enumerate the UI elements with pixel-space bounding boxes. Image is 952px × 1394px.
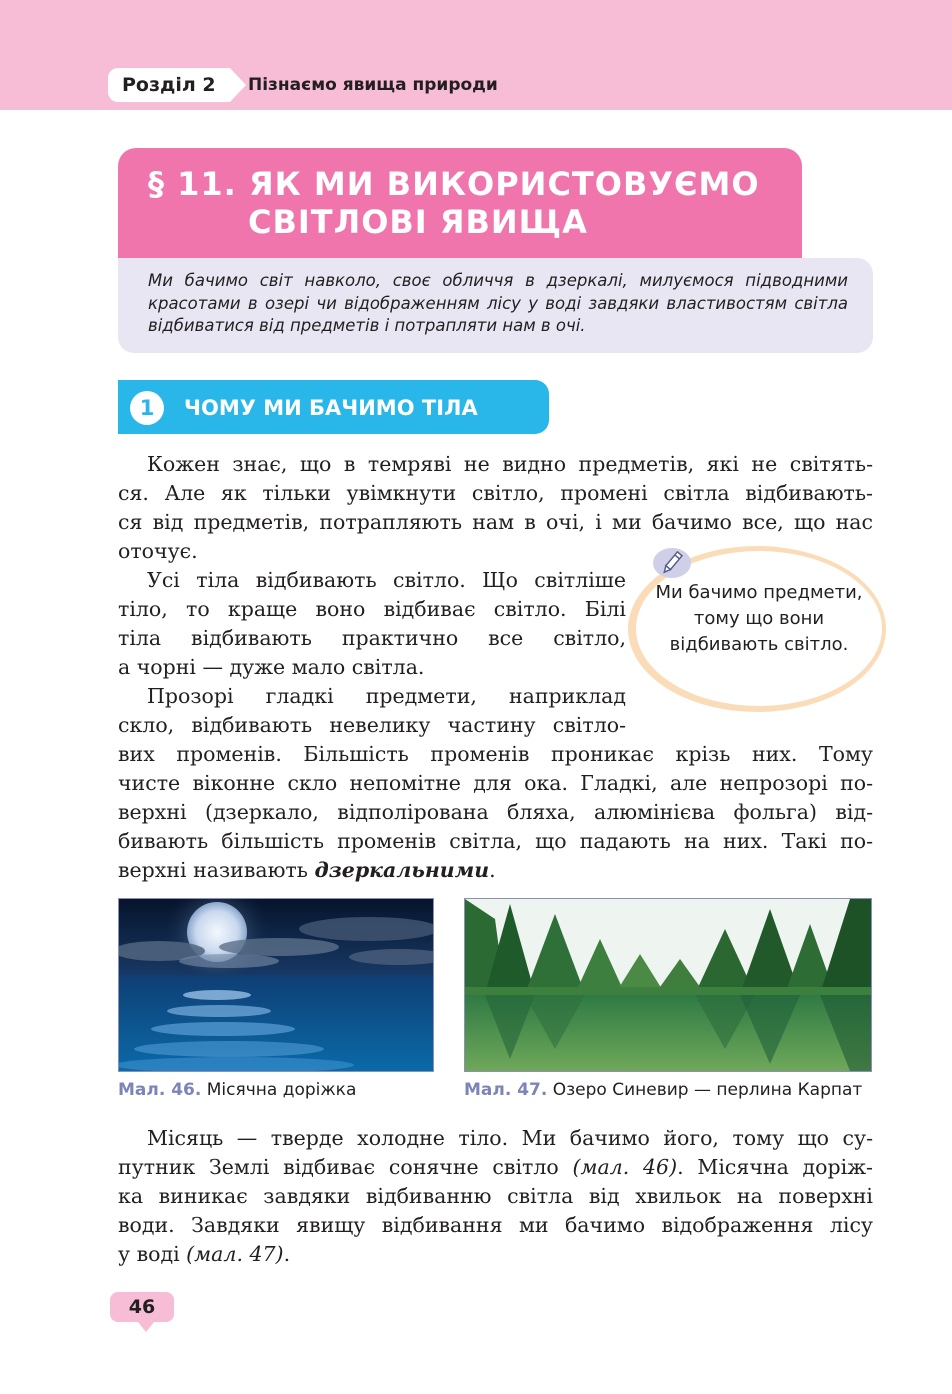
term-suffix: .	[489, 858, 496, 882]
figure-46-label: Мал. 46.	[118, 1080, 202, 1100]
body-line	[118, 1182, 873, 1211]
term-prefix: верхні називають	[118, 858, 315, 882]
chapter-label: Розділ 2	[108, 68, 230, 102]
figure-reference: (мал. 46)	[572, 1155, 678, 1179]
text-run: ка виникає завдяки відбиванню світла від хвильок на поверхні	[118, 1184, 873, 1208]
body-line	[118, 1240, 873, 1269]
body-line: а чорні — дуже мало світла.	[118, 655, 425, 679]
body-line: бивають більшість променів світла, що падають на них. Такі по-	[118, 829, 873, 853]
body-line: ся від предметів, потрапляють нам в очі, і ми бачимо все, що нас	[118, 510, 873, 534]
figure-46-caption	[118, 1080, 356, 1100]
body-line	[118, 1153, 873, 1182]
text-run: .	[283, 1242, 291, 1266]
body-line: оточує.	[118, 539, 198, 563]
body-line: скло, відбивають невелику частину світло-	[118, 713, 626, 737]
figure-46-moon-sea	[118, 898, 434, 1072]
term-dzerkalnymy: дзеркальними	[314, 858, 490, 882]
page-number: 46	[110, 1292, 174, 1322]
body-line	[118, 1211, 873, 1240]
figure-reference: (мал. 47)	[186, 1242, 284, 1266]
intro-text: Ми бачимо світ навколо, своє обличчя в дзеркалі, милуємося підводними красотами в озері чи відображенням лісу у воді завдяки властивостям світла відбиватися від предметів і потрапляти нам в очі.	[148, 271, 848, 335]
body-line: чисте віконне скло непомітне для ока. Гладкі, але непрозорі по-	[118, 771, 873, 795]
figure-47-caption	[464, 1080, 862, 1100]
body-line	[118, 1124, 873, 1153]
text-run: путник Землі відбиває сонячне світло	[118, 1155, 573, 1179]
body-line: Усі тіла відбивають світло. Що світліше	[147, 568, 626, 592]
callout-text: Ми бачимо предмети, тому що вони відбивають світло.	[655, 582, 863, 655]
text-run: у воді	[118, 1242, 187, 1266]
text-run: Місяць — тверде холодне тіло. Ми бачимо його, тому що су-	[147, 1126, 873, 1150]
body-line: верхні (дзеркало, відполірована бляха, алюмінієва фольга) від-	[118, 800, 873, 824]
figure-47-caption-text: Озеро Синевир — перлина Карпат	[552, 1080, 863, 1100]
text-run: води. Завдяки явищу відбивання ми бачимо відображення лісу	[118, 1213, 873, 1237]
body-line: тіла відбивають практично все світло,	[118, 626, 626, 650]
lesson-title-line-1: § 11. ЯК МИ ВИКОРИСТОВУЄМО	[148, 165, 760, 203]
section-title: ЧОМУ МИ БАЧИМО ТІЛА	[184, 396, 478, 420]
chapter-title: Пізнаємо явища природи	[248, 75, 498, 95]
body-line: вих променів. Більшість променів проникає крізь них. Тому	[118, 742, 873, 766]
body-line: Кожен знає, що в темряві не видно предметів, які не світять-	[147, 452, 873, 476]
lesson-title-line-2: СВІТЛОВІ ЯВИЩА	[248, 203, 588, 241]
body-line-last	[118, 856, 873, 885]
body-line: тіло, то краще воно відбиває світло. Білі	[118, 597, 626, 621]
body-line: ся. Але як тільки увімкнути світло, промені світла відбивають-	[118, 481, 873, 505]
figure-46-caption-text: Місячна доріжка	[206, 1080, 357, 1100]
pencil-icon	[653, 548, 691, 578]
text-run: . Місячна доріж-	[677, 1155, 873, 1179]
figure-47-label: Мал. 47.	[464, 1080, 548, 1100]
section-number: 1	[130, 391, 164, 425]
figure-47-forest-lake	[464, 898, 872, 1072]
body-line: Прозорі гладкі предмети, наприклад	[147, 684, 626, 708]
